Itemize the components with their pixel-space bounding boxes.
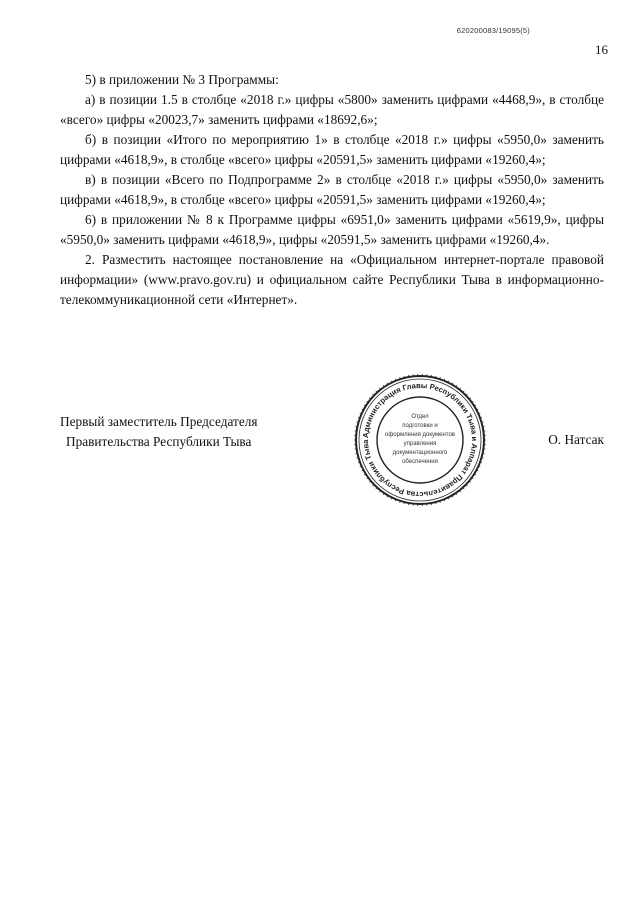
paragraph-item-5a: а) в позиции 1.5 в столбце «2018 г.» цифры «5800» заменить цифрами «4468,9», в столбце «всего» цифры «20023,7» заменить цифрами «18692,6»; — [60, 92, 604, 127]
svg-text:управления: управления — [403, 441, 437, 447]
signatory-name: О. Натсак — [548, 432, 604, 447]
seal-notch — [357, 458, 359, 459]
paragraph-item-6: 6) в приложении № 8 к Программе цифры «6951,0» заменить цифрами «5619,9», цифры «5950,0» заменить цифрами «4618,9», цифры «20591,5» заменить цифрами «19260,4». — [60, 212, 604, 247]
seal-notch — [482, 422, 484, 423]
svg-text:Отдел: Отдел — [411, 414, 429, 420]
paragraph-item-5: 5) в приложении № 3 Программы: — [85, 72, 279, 87]
paragraph-item-5b: б) в позиции «Итого по мероприятию 1» в столбце «2018 г.» цифры «5950,0» заменить цифрами «4618,9», в столбце «всего» цифры «20591,5» заменить цифрами «19260,4»; — [60, 132, 604, 167]
svg-text:оформления документов: оформления документов — [385, 432, 455, 438]
seal-notch — [357, 422, 359, 423]
paragraph-item-2: 2. Разместить настоящее постановление на «Официальном интернет-портале правовой информации» (www.pravo.gov.ru) и официальном сайте Республики Тыва в информационно-телекоммуникационной сети «Интернет». — [60, 252, 604, 307]
body-text — [60, 70, 604, 310]
seal-center-text — [385, 414, 455, 465]
signature-position — [60, 412, 258, 452]
seal-ring-text: Администрация Главы Республики Тыва и Аппарат Правительства Республики Тыва — [360, 380, 480, 500]
svg-text:документационного: документационного — [392, 450, 448, 456]
official-seal — [353, 373, 487, 507]
signature-position-line2: Правительства Республики Тыва — [66, 434, 252, 449]
svg-text:подготовки и: подготовки и — [402, 423, 438, 429]
seal-notches — [354, 374, 486, 506]
svg-text:обеспечения: обеспечения — [402, 459, 438, 465]
signature-position-line1: Первый заместитель Председателя — [60, 414, 258, 429]
paragraph-item-5v: в) в позиции «Всего по Подпрограмме 2» в столбце «2018 г.» цифры «5950,0» заменить цифрами «4618,9», в столбце «всего» цифры «20591,5» заменить цифрами «19260,4»; — [60, 172, 604, 207]
page-number: 16 — [595, 42, 608, 57]
seal-notch — [482, 458, 484, 459]
document-id: 620200083/19095(5) — [456, 26, 530, 35]
